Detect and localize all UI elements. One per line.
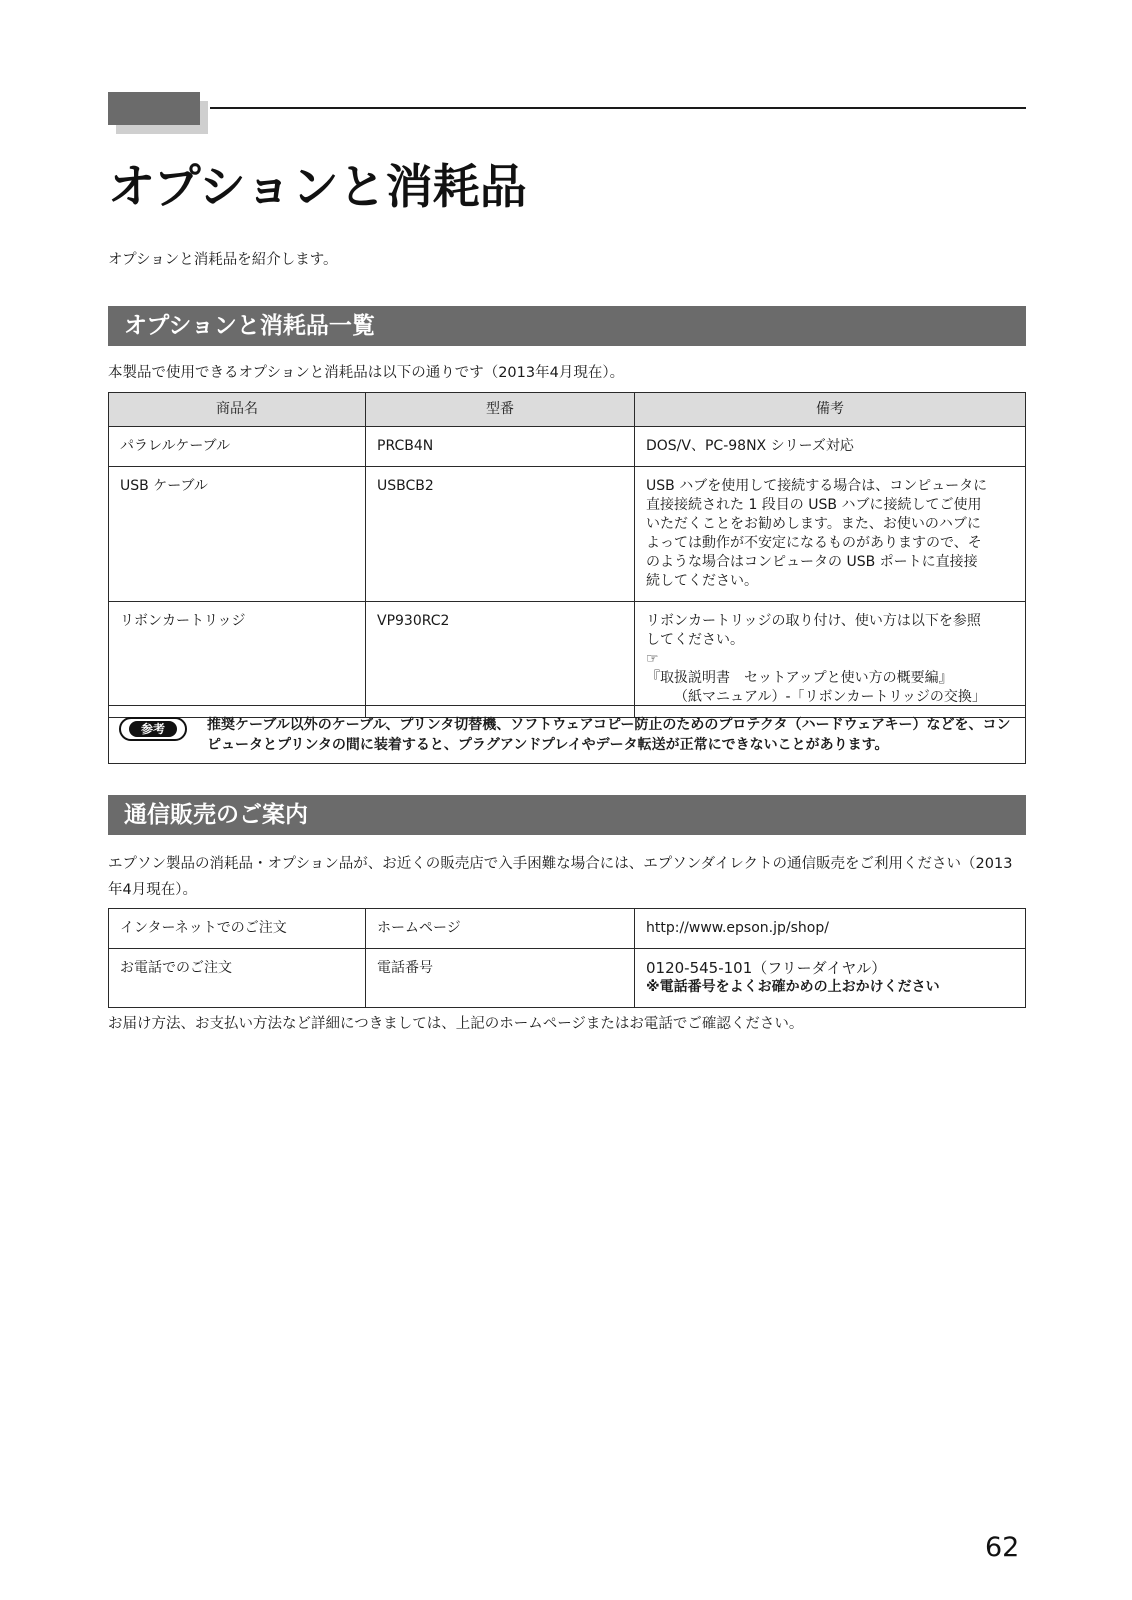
phone-caution: ※電話番号をよくお確かめの上おかけください — [646, 979, 940, 995]
header-notes: 備考 — [635, 393, 1026, 427]
table-row — [109, 602, 1026, 718]
order-table — [108, 908, 1026, 1008]
phone-number: 0120-545-101（フリーダイヤル） — [646, 959, 887, 977]
phone-cell — [635, 949, 1026, 1008]
reference-note-text: 推奨ケーブル以外のケーブル、プリンタ切替機、ソフトウェアコピー防止のためのプロテクタ（ハードウェアキー）などを、コンピュータとプリンタの間に装着すると、プラグアンドプレイやデータ転送が正常にできないことがあります。 — [207, 717, 1011, 753]
closing-text: お届け方法、お支払い方法など詳細につきましては、上記のホームページまたはお電話でご確認ください。 — [108, 1016, 804, 1032]
reference-badge-icon — [119, 717, 187, 741]
order-method: インターネットでのご注文 — [109, 909, 366, 949]
intro-text: オプションと消耗品を紹介します。 — [108, 252, 338, 268]
manual-reference — [646, 650, 1014, 688]
reference-note-box — [108, 705, 1026, 764]
product-model: USBCB2 — [366, 467, 635, 602]
note-line: いただくことをお勧めします。また、お使いのハブに — [646, 516, 981, 532]
mail-order-lead: エプソン製品の消耗品・オプション品が、お近くの販売店で入手困難な場合には、エプソンダイレクトの通信販売をご利用ください（2013年4月現在）。 — [108, 856, 1013, 898]
table-row — [109, 467, 1026, 602]
chapter-mark — [108, 92, 210, 134]
header-model: 型番 — [366, 393, 635, 427]
chapter-rule — [210, 107, 1026, 109]
chapter-mark-tab — [108, 92, 200, 125]
section-heading-options: オプションと消耗品一覧 — [108, 306, 1026, 346]
table-row — [109, 909, 1026, 949]
order-type: 電話番号 — [366, 949, 635, 1008]
reference-pointer-icon: ☞ — [646, 651, 659, 667]
product-name: USB ケーブル — [109, 467, 366, 602]
product-model: VP930RC2 — [366, 602, 635, 718]
reference-title: 『取扱説明書 セットアップと使い方の概要編』 — [646, 670, 953, 686]
order-method: お電話でのご注文 — [109, 949, 366, 1008]
note-line: のような場合はコンピュータの USB ポートに直接接 — [646, 554, 978, 570]
reference-badge-label: 参考 — [129, 721, 177, 737]
section-heading-mail-order: 通信販売のご案内 — [108, 795, 1026, 835]
table-header-row — [109, 393, 1026, 427]
note-line: リボンカートリッジの取り付け、使い方は以下を参照 — [646, 613, 981, 629]
product-name: パラレルケーブル — [109, 427, 366, 467]
table-row — [109, 427, 1026, 467]
note-line: 直接接続された 1 段目の USB ハブに接続してご使用 — [646, 497, 982, 513]
note-line: してください。 — [646, 632, 744, 648]
note-line: DOS/V、PC-98NX シリーズ対応 — [646, 438, 854, 454]
page-number: 62 — [985, 1532, 1020, 1563]
reference-subtitle: （紙マニュアル）-「リボンカートリッジの交換」 — [674, 689, 986, 705]
order-type: ホームページ — [366, 909, 635, 949]
page-title: オプションと消耗品 — [108, 160, 527, 215]
options-lead: 本製品で使用できるオプションと消耗品は以下の通りです（2013年4月現在）。 — [108, 365, 625, 381]
product-note — [635, 467, 1026, 602]
header-product-name: 商品名 — [109, 393, 366, 427]
note-line: よっては動作が不安定になるものがありますので、そ — [646, 535, 982, 551]
options-table — [108, 392, 1026, 718]
note-line: 続してください。 — [646, 573, 758, 589]
table-row — [109, 949, 1026, 1008]
shop-url-link[interactable]: http://www.epson.jp/shop/ — [635, 909, 1026, 949]
note-line: USB ハブを使用して接続する場合は、コンピュータに — [646, 478, 988, 494]
product-model: PRCB4N — [366, 427, 635, 467]
product-note — [635, 427, 1026, 467]
product-name: リボンカートリッジ — [109, 602, 366, 718]
product-note — [635, 602, 1026, 718]
